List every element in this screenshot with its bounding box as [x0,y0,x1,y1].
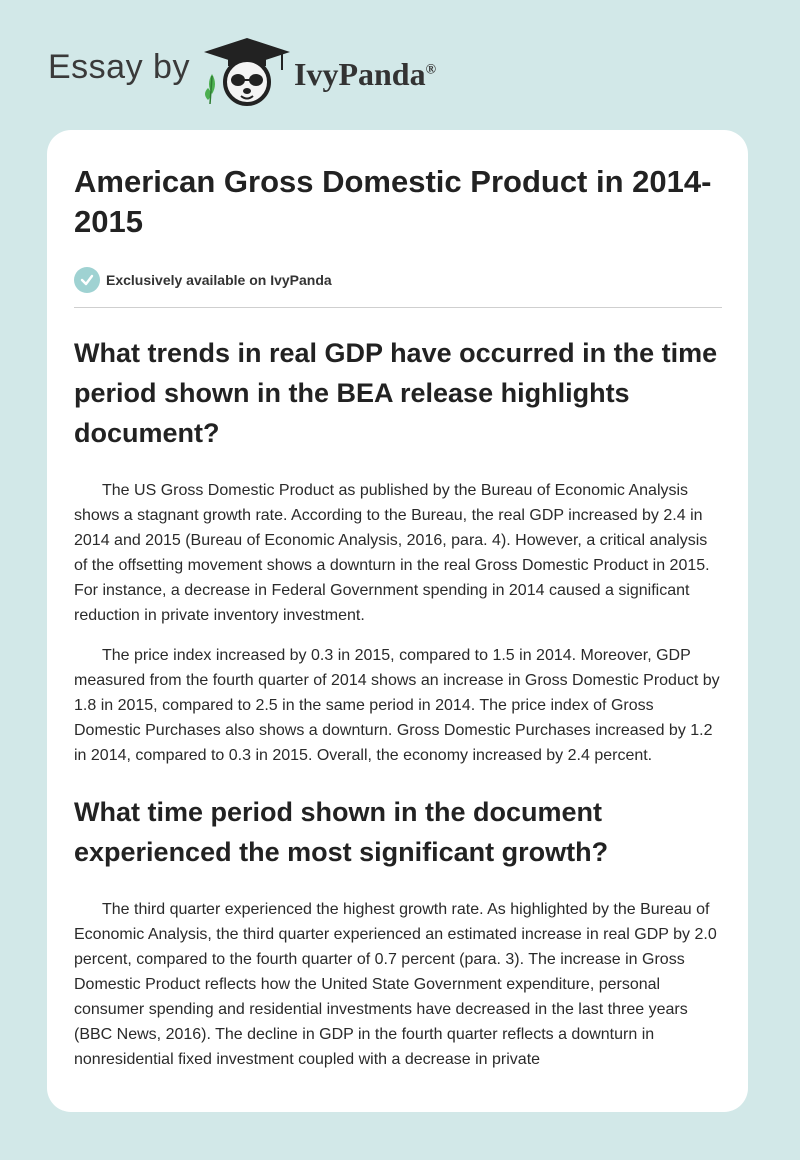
registered-mark: ® [425,62,437,78]
page-title: American Gross Domestic Product in 2014-2015 [74,164,712,239]
brand-name-text: IvyPanda [294,56,426,92]
site-header [0,0,800,130]
paragraph: The price index increased by 0.3 in 2015, compared to 1.5 in 2014. Moreover, GDP measured from the fourth quarter of 2014 shows an increase in Gross Domestic Product by 1.8 in 2015, compared to 2.5 in the same period in 2014. The price index of Gross Domestic Purchases also shows a downturn. Gross Domestic Purchases increased by 1.2 in 2014, compared to 0.3 in 2015. Overall, the economy increased by 2.4 percent. [74,647,720,764]
paragraph: The US Gross Domestic Product as published by the Bureau of Economic Analysis shows a stagnant growth rate. According to the Bureau, the real GDP increased by 2.4 in 2014 and 2015 (Bureau of Economic Analysis, 2016, para. 4). However, a critical analysis of the offsetting movement shows a downturn in the real Gross Domestic Product in 2015. For instance, a decrease in Federal Government spending in 2014 caused a significant reduction in private inventory investment. [74,482,710,624]
brand-name[interactable] [294,56,436,93]
exclusive-badge [74,266,722,294]
paragraph: The third quarter experienced the highest growth rate. As highlighted by the Bureau of Economic Analysis, the third quarter experienced an estimated increase in real GDP by 2.0 percent, compared to the fourth quarter of 0.7 percent (para. 3). The increase in Gross Domestic Product reflects how the United State Government expenditure, personal consumer spending and residential investments have decreased in the last three years (BBC News, 2016). The decline in GDP in the fourth quarter reflects a downturn in nonresidential fixed investment coupled with a decrease in private [74,901,717,1068]
section-heading: What trends in real GDP have occurred in the time period shown in the BEA release highlights document? [74,338,718,448]
check-icon [74,267,100,293]
brand-prefix: Essay by [48,48,190,86]
article-card [47,130,748,1112]
divider [74,307,722,308]
panda-logo-icon[interactable] [202,36,292,108]
section-heading: What time period shown in the document experienced the most significant growth? [74,797,609,867]
badge-text: Exclusively available on IvyPanda [106,272,332,288]
